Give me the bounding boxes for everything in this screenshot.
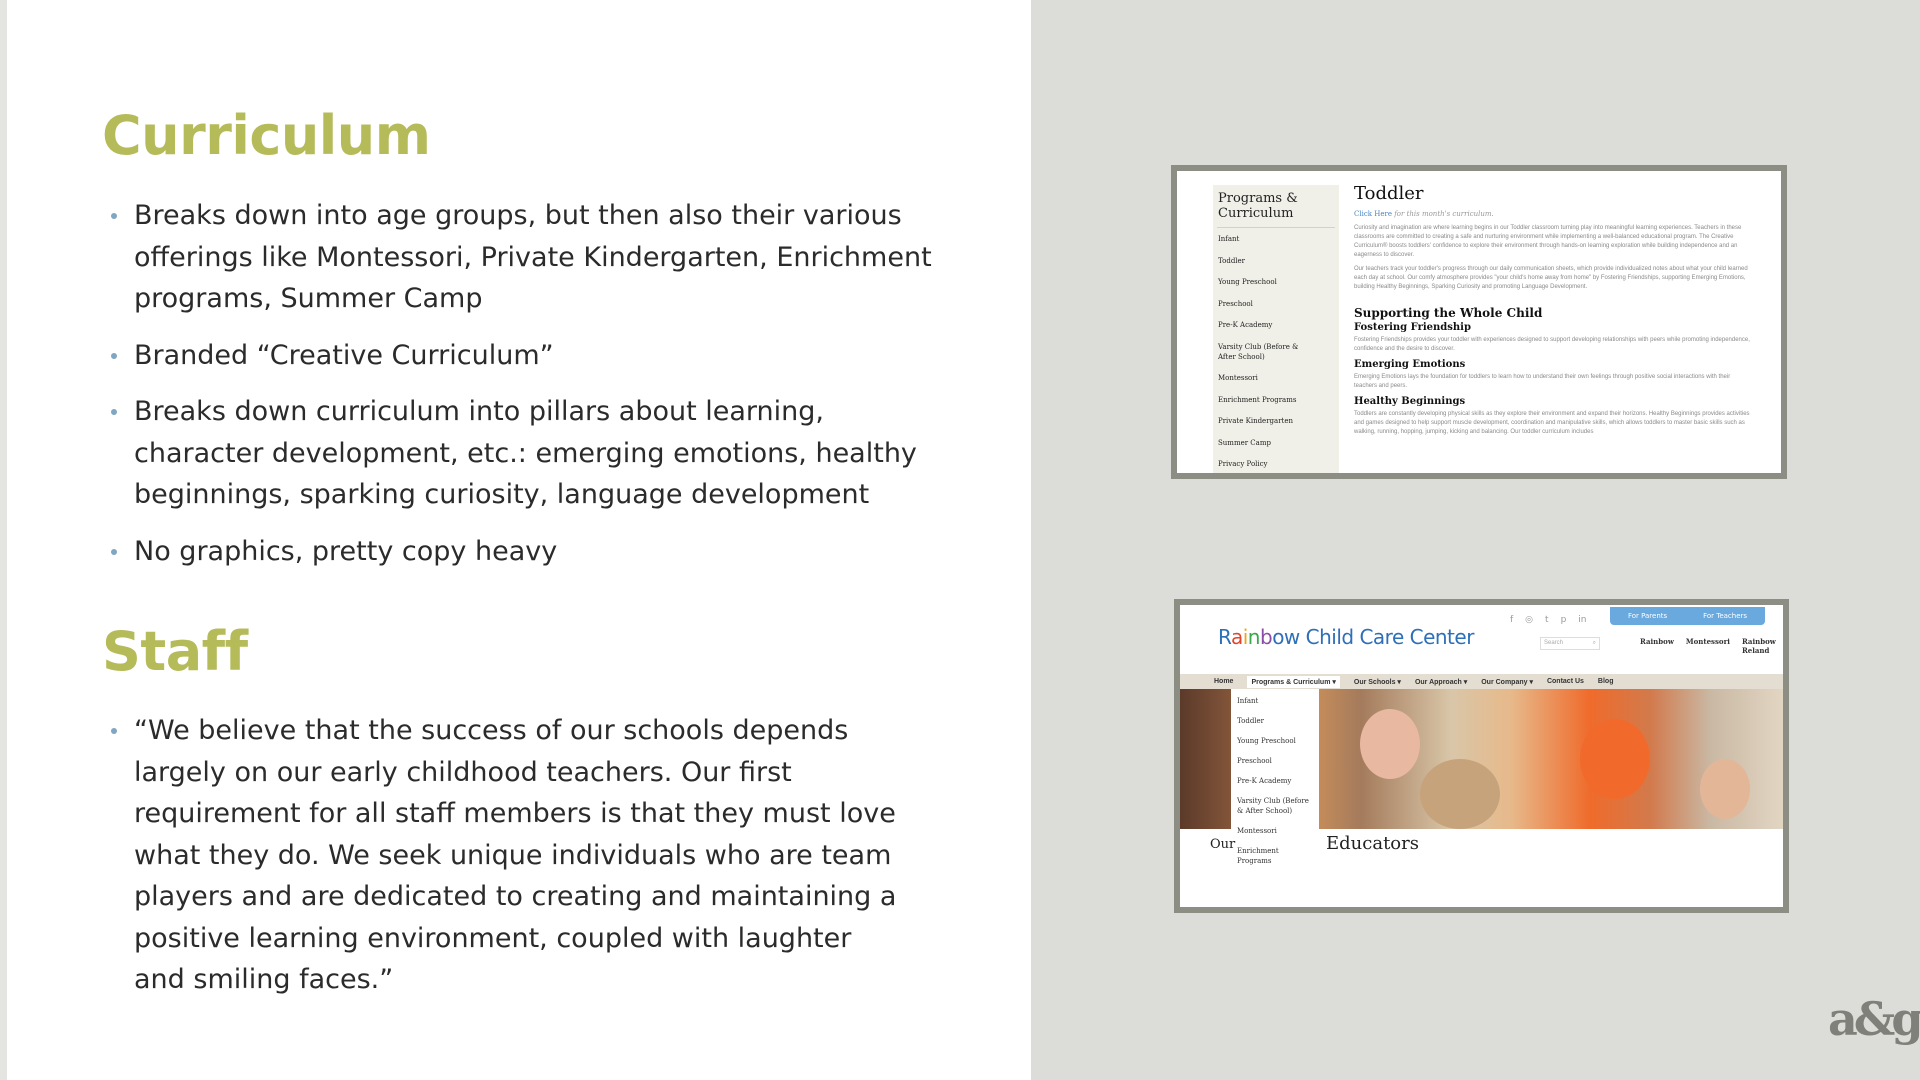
dropdown-item: Infant	[1237, 697, 1259, 705]
sidebar-item: Montessori	[1218, 374, 1258, 382]
screenshot-canvas	[1180, 605, 1783, 907]
photo-detail	[1700, 759, 1750, 819]
sidebar-menu	[1213, 185, 1339, 473]
divider	[1217, 227, 1335, 228]
photo-detail	[1360, 709, 1420, 779]
toddler-main-content	[1354, 183, 1754, 442]
for-teachers-tab: For Teachers	[1703, 612, 1748, 620]
nav-item: Our Company ▾	[1481, 678, 1533, 686]
dropdown-item: Varsity Club (Before & After School)	[1237, 797, 1309, 815]
dropdown-item: Montessori	[1237, 827, 1277, 835]
dropdown-item: Pre-K Academy	[1237, 777, 1292, 785]
paragraph: Toddlers are constantly developing physical skills as they explore their environment and expand their horizons. Healthy Beginnings provides activities and games designed to help support muscle development, coordination and manipulative skills, which allows toddlers to master basic skills such as walking, running, hopping, jumping, kicking and balancing. Our toddler curriculum includes	[1354, 411, 1750, 435]
bullet-item: No graphics, pretty copy heavy	[108, 531, 938, 573]
social-icons	[1510, 615, 1587, 625]
toddler-page-screenshot	[1171, 165, 1787, 479]
dropdown-item: Young Preschool	[1237, 737, 1296, 745]
rainbow-logo: Rainbow Child Care Center	[1218, 625, 1474, 649]
sidebar-item: Preschool	[1218, 299, 1253, 308]
dropdown-item: Preschool	[1237, 757, 1272, 765]
bullet-dot-icon	[111, 409, 117, 415]
nav-item-active: Programs & Curriculum ▾	[1247, 676, 1339, 688]
section-heading: Supporting the Whole Child	[1354, 306, 1543, 320]
bullet-dot-icon	[111, 353, 117, 359]
curriculum-title: Curriculum	[102, 104, 431, 167]
main-nav	[1180, 674, 1783, 689]
sidebar-item: Toddler	[1218, 256, 1246, 265]
sidebar-item: Infant	[1218, 235, 1240, 243]
curriculum-bullet-list	[108, 195, 938, 587]
sidebar-item: Pre-K Academy	[1218, 321, 1273, 329]
brand-logo: Montessori	[1685, 637, 1730, 646]
subheading: Emerging Emotions	[1354, 359, 1466, 370]
search-input: Search ⌕	[1540, 637, 1600, 650]
instagram-icon: ◎	[1525, 615, 1534, 625]
screenshot-canvas	[1177, 171, 1781, 473]
paragraph: Our teachers track your toddler's progress through our daily communication sheets, which provide individualized notes about what your child learned each day at school. Our comfy atmosphere provides "your child's home away from home" by Fostering Friendships, supporting Emerging Emotions, building Healthy Beginnings, Sparking Curiosity and promoting Language Development.	[1354, 266, 1748, 290]
staff-bullet-list	[108, 710, 898, 1016]
ag-logo: a&g	[1828, 992, 1920, 1046]
staff-title: Staff	[102, 620, 248, 683]
paragraph: Curiosity and imagination are where learning begins in our Toddler classroom turning play into meaningful learning experiences. Teachers in these classrooms are committed to creating a safe and nurturing environment while implementing a well-balanced educational program. The Creative Curriculum® boosts toddlers' confidence to explore their environment through hands-on learning exploration while building independence and an eagerness to discover.	[1354, 225, 1742, 258]
dropdown-item: Enrichment Programs	[1237, 847, 1279, 865]
curriculum-link: Click Here	[1354, 210, 1392, 218]
nav-item: Contact Us	[1546, 678, 1584, 685]
photo-detail	[1580, 719, 1650, 799]
bullet-item: “We believe that the success of our schools depends largely on our early childhood teachers. Our first requirement for all staff members is that they must love what they do. We seek unique individuals who are team players and are dedicated to creating and maintaining a positive learning environment, coupled with laughter and smiling faces.”	[108, 710, 898, 1001]
sidebar-item: Summer Camp	[1218, 438, 1271, 447]
screenshots-panel	[1031, 0, 1920, 1080]
bullet-item: Breaks down curriculum into pillars about learning, character development, etc.: emerging emotions, healthy beginnings, sparking curiosity, language development	[108, 391, 938, 516]
nav-item: Blog	[1597, 678, 1614, 685]
left-edge-rule	[0, 0, 7, 1080]
educators-heading: Educators	[1326, 833, 1419, 854]
programs-dropdown	[1231, 689, 1319, 895]
bullet-dot-icon	[111, 549, 117, 555]
audience-tabs	[1610, 607, 1765, 625]
sidebar-item: Private Kindergarten	[1218, 417, 1294, 425]
brand-logo: Rainbow Reland	[1741, 637, 1776, 655]
twitter-icon: t	[1545, 615, 1549, 625]
nav-item: Home	[1214, 678, 1234, 685]
rainbow-home-screenshot	[1174, 599, 1789, 913]
curriculum-link-line: Click Here for this month's curriculum.	[1354, 210, 1494, 218]
section-heading-fragment: Our	[1210, 837, 1236, 852]
subheading: Healthy Beginnings	[1354, 396, 1466, 407]
subheading: Fostering Friendship	[1354, 322, 1471, 333]
pinterest-icon: p	[1560, 615, 1567, 625]
sidebar-item: Privacy Policy	[1218, 460, 1268, 468]
nav-item: Our Approach ▾	[1414, 678, 1468, 686]
brand-logos	[1640, 637, 1783, 655]
sidebar-item: Enrichment Programs	[1218, 395, 1297, 404]
bullet-dot-icon	[111, 213, 117, 219]
search-icon: ⌕	[1592, 640, 1596, 646]
bullet-item: Branded “Creative Curriculum”	[108, 335, 938, 377]
paragraph: Fostering Friendships provides your toddler with experiences designed to support developing relationships with peers while promoting independence, confidence and the desire to discover.	[1354, 337, 1750, 352]
bullet-dot-icon	[111, 728, 117, 734]
sidebar-title: Programs & Curriculum	[1218, 191, 1298, 221]
facebook-icon: f	[1510, 615, 1514, 625]
bullet-item: Breaks down into age groups, but then also their various offerings like Montessori, Private Kindergarten, Enrichment programs, Summer Camp	[108, 195, 938, 320]
linkedin-icon: in	[1578, 615, 1587, 625]
page-heading: Toddler	[1354, 183, 1424, 204]
paragraph: Emerging Emotions lays the foundation for toddlers to learn how to understand their own feelings through positive social interactions with their teachers and peers.	[1354, 374, 1731, 389]
for-parents-tab: For Parents	[1627, 612, 1668, 620]
brand-logo: Rainbow	[1640, 637, 1674, 646]
dropdown-item: Toddler	[1237, 717, 1265, 725]
nav-item: Our Schools ▾	[1353, 678, 1401, 686]
photo-detail	[1420, 759, 1500, 829]
sidebar-item: Varsity Club (Before & After School)	[1218, 342, 1299, 361]
sidebar-item: Young Preschool	[1218, 278, 1277, 286]
